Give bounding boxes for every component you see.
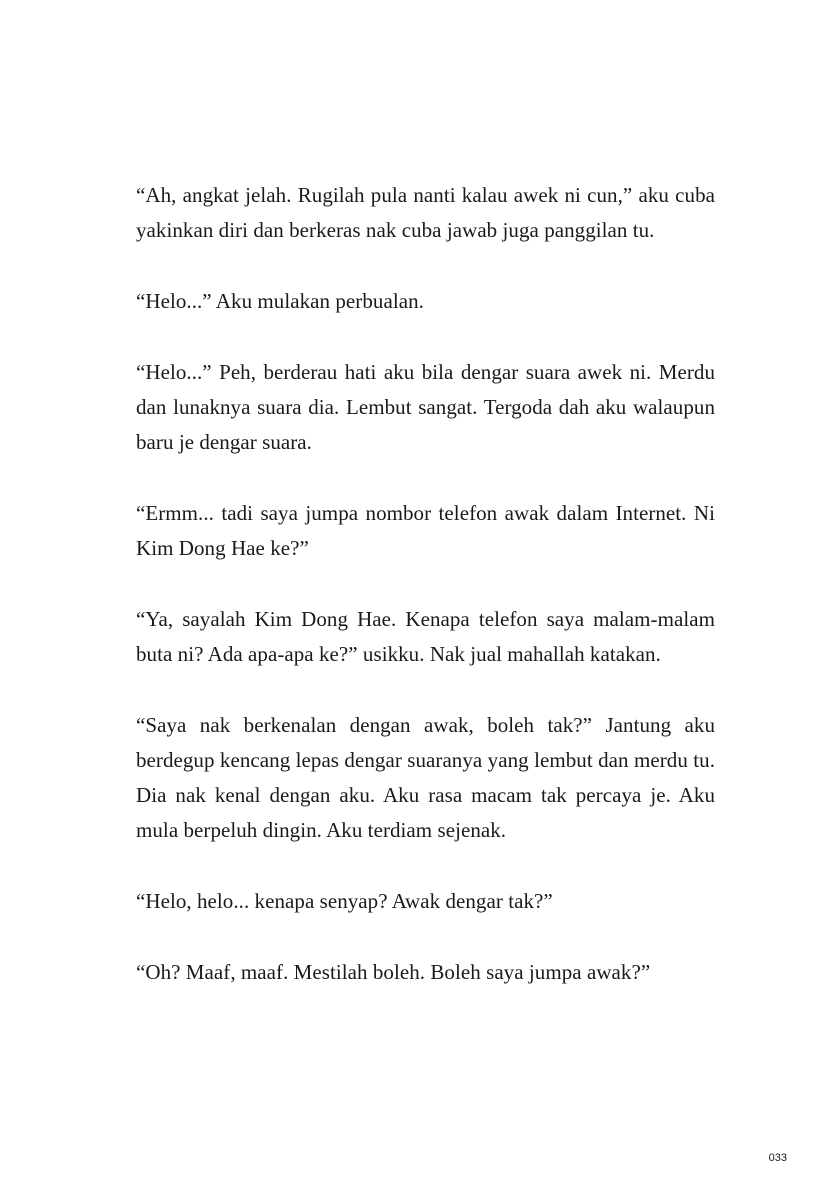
body-text bbox=[136, 178, 715, 1026]
page-number: 033 bbox=[768, 1152, 787, 1164]
paragraph-4: “Ermm... tadi saya jumpa nombor telefon awak dalam Internet. Ni Kim Dong Hae ke?” bbox=[136, 501, 715, 560]
paragraph-1: “Ah, angkat jelah. Rugilah pula nanti kalau awek ni cun,” aku cuba yakinkan diri dan berkeras nak cuba jawab juga panggilan tu. bbox=[136, 183, 715, 242]
paragraph-7: “Helo, helo... kenapa senyap? Awak dengar tak?” bbox=[136, 889, 553, 913]
paragraph-2: “Helo...” Aku mulakan perbualan. bbox=[136, 289, 424, 313]
paragraph-6: “Saya nak berkenalan dengan awak, boleh tak?” Jantung aku berdegup kencang lepas dengar suaranya yang lembut dan merdu tu. Dia nak kenal dengan aku. Aku rasa macam tak percaya je. Aku mula berpeluh dingin. Aku terdiam sejenak. bbox=[136, 713, 715, 842]
paragraph-5: “Ya, sayalah Kim Dong Hae. Kenapa telefon saya malam-malam buta ni? Ada apa-apa ke?” usikku. Nak jual mahallah katakan. bbox=[136, 607, 715, 666]
paragraph-3: “Helo...” Peh, berderau hati aku bila dengar suara awek ni. Merdu dan lunaknya suara dia. Lembut sangat. Tergoda dah aku walaupun baru je dengar suara. bbox=[136, 360, 715, 454]
paragraph-8: “Oh? Maaf, maaf. Mestilah boleh. Boleh saya jumpa awak?” bbox=[136, 960, 651, 984]
